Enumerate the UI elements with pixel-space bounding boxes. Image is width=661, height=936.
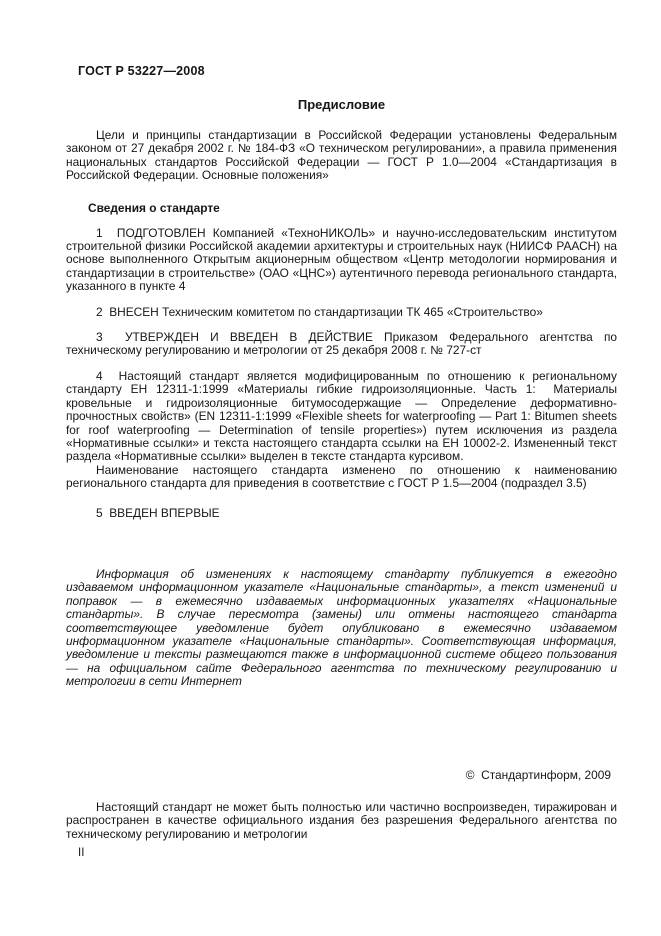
standard-info-item-2: 2 ВНЕСЕН Техническим комитетом по стандартизации ТК 465 «Строительство» xyxy=(96,304,543,319)
standard-info-item-4: 4 Настоящий стандарт является модифицированным по отношению к региональному стандарту ЕН 12311-1:1999 «Материалы гибкие гидроизоляционные. Часть 1: Материалы кровельные и гидроизоляционные битумосодержащие — Определение деформативно-прочностных свойств» (EN 12311-1:1999 «Flexible sheets for waterproofing — Part 1: Bitumen sheets for roof waterproofing — Determination of tensile properties») путем исключения из раздела «Нормативные ссылки» и текста настоящего стандарта ссылки на ЕН 10002-2. Измененный текст раздела «Нормативные ссылки» выделен в тексте стандарта курсивом. xyxy=(66,368,617,464)
amendments-notice: Информация об изменениях к настоящему стандарту публикуется в ежегодно издаваемом информационном указателе «Национальные стандарты», а текст изменений и поправок — в ежемесячно издаваемых информационных указателях «Национальные стандарты». В случае пересмотра (замены) или отмены настоящего стандарта соответствующее уведомление будет опубликовано в ежемесячно издаваемом информационном указателе «Национальные стандарты». Соответствующая информация, уведомление и тексты размещаются также в информационной системе общего пользования — на официальном сайте Федерального агентства по техническому регулированию и метрологии в сети Интернет xyxy=(66,567,617,689)
standard-info-item-1: 1 ПОДГОТОВЛЕН Компанией «ТехноНИКОЛЬ» и научно-исследовательским институтом строительной физики Российской академии архитектуры и строительных наук (НИИСФ РААСН) на основе выполненного Открытым акционерным обществом «Центр методологии нормирования и стандартизации в строительстве» (ОАО «ЦНС») аутентичного перевода регионального стандарта, указанного в пункте 4 xyxy=(66,225,617,294)
intro-paragraph: Цели и принципы стандартизации в Российской Федерации установлены Федеральным законом от 27 декабря 2002 г. № 184-ФЗ «О техническом регулировании», а правила применения национальных стандартов Российской Федерации — ГОСТ Р 1.0—2004 «Стандартизация в Российской Федерации. Основные положения» xyxy=(66,128,617,183)
standard-info-item-4-continued: Наименование настоящего стандарта изменено по отношению к наименованию регионального стандарта для приведения в соответствие с ГОСТ Р 1.5—2004 (подраздел 3.5) xyxy=(66,462,617,491)
reproduction-restriction: Настоящий стандарт не может быть полностью или частично воспроизведен, тиражирован и распространен в качестве официального издания без разрешения Федерального агентства по техническому регулированию и метрологии xyxy=(66,800,617,841)
standard-code: ГОСТ Р 53227—2008 xyxy=(78,64,205,78)
standard-info-item-3: 3 УТВЕРЖДЕН И ВВЕДЕН В ДЕЙСТВИЕ Приказом Федерального агентства по техническому регулированию и метрологии от 25 декабря 2008 г. № 727-ст xyxy=(66,330,617,358)
page-number: II xyxy=(78,847,85,859)
section-heading-standard-info: Сведения о стандарте xyxy=(88,200,220,215)
copyright-line: © Стандартинформ, 2009 xyxy=(465,768,611,782)
page-title: Предисловие xyxy=(297,97,386,112)
standard-info-item-5: 5 ВВЕДЕН ВПЕРВЫЕ xyxy=(96,505,220,520)
